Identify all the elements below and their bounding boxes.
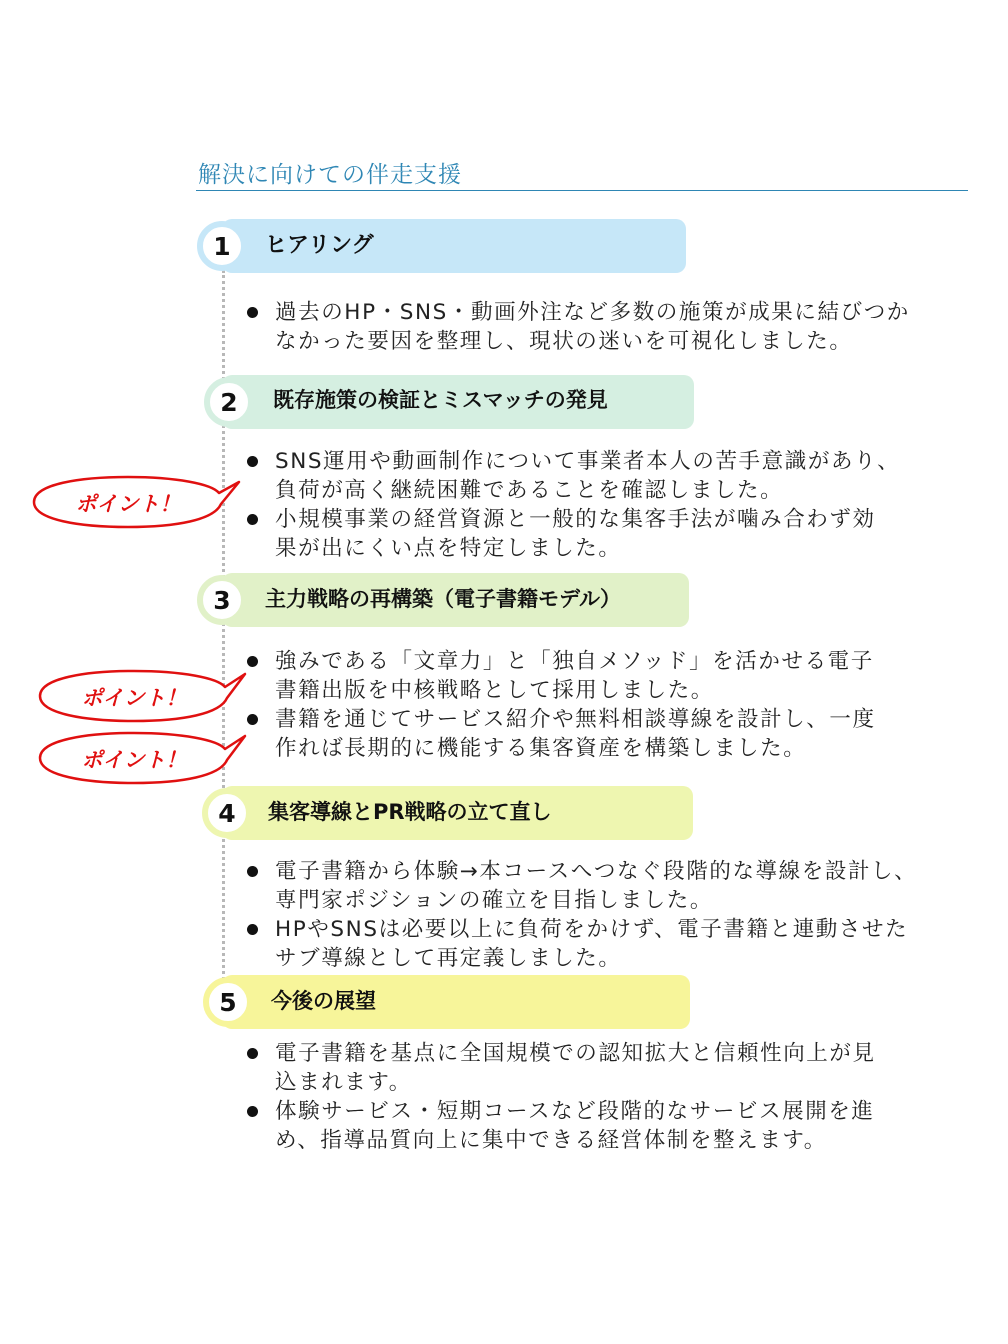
step-4-title: 集客導線とPR戦略の立て直し xyxy=(268,800,552,824)
bullet-line: 過去のHP・SNS・動画外注など多数の施策が成果に結びつか xyxy=(275,300,910,325)
bullet-line: 電子書籍を基点に全国規模での認知拡大と信頼性向上が見 xyxy=(275,1041,876,1066)
speech-bubble-icon xyxy=(36,730,248,786)
step-5-number-badge: 5 xyxy=(203,977,253,1027)
bullet-item xyxy=(245,857,917,915)
bullet-dot-icon xyxy=(247,714,258,725)
step-5-title: 今後の展望 xyxy=(271,989,376,1013)
bullet-item xyxy=(245,1039,876,1097)
step-3-bullets xyxy=(245,647,876,763)
bullet-item xyxy=(245,915,917,973)
bullet-line: 作れば長期的に機能する集客資産を構築しました。 xyxy=(275,736,807,761)
step-5-bullets xyxy=(245,1039,876,1155)
point-label: ポイント！ xyxy=(81,687,187,710)
speech-bubble-icon xyxy=(30,474,242,530)
point-label: ポイント！ xyxy=(81,749,187,772)
bullet-dot-icon xyxy=(247,656,258,667)
step-1-title: ヒアリング xyxy=(265,233,374,258)
step-4-number-badge: 4 xyxy=(202,788,252,838)
bullet-line: なかった要因を整理し、現状の迷いを可視化しました。 xyxy=(275,329,853,354)
title-underline xyxy=(196,190,968,191)
bullet-dot-icon xyxy=(247,866,258,877)
bullet-dot-icon xyxy=(247,456,258,467)
bullet-line: 果が出にくい点を特定しました。 xyxy=(275,536,622,561)
step-2-number-badge: 2 xyxy=(204,377,254,427)
step-2-title: 既存施策の検証とミスマッチの発見 xyxy=(273,388,608,412)
bullet-item xyxy=(245,447,900,505)
step-2-bullets xyxy=(245,447,900,563)
point-callout xyxy=(36,668,248,724)
step-3-title: 主力戦略の再構築（電子書籍モデル） xyxy=(265,587,621,611)
bullet-line: 体験サービス・短期コースなど段階的なサービス展開を進 xyxy=(275,1099,875,1124)
step-1-bullets xyxy=(245,298,910,356)
bullet-item xyxy=(245,647,876,705)
step-3-number-badge: 3 xyxy=(197,575,247,625)
section-title: 解決に向けての伴走支援 xyxy=(198,162,462,188)
bullet-line: 強みである「文章力」と「独自メソッド」を活かせる電子 xyxy=(275,649,874,674)
bullet-line: 書籍を通じてサービス紹介や無料相談導線を設計し、一度 xyxy=(275,707,876,732)
bullet-line: 書籍出版を中核戦略として採用しました。 xyxy=(275,678,714,703)
bullet-dot-icon xyxy=(247,514,258,525)
bullet-line: 負荷が高く継続困難であることを確認しました。 xyxy=(275,478,784,503)
point-callout xyxy=(36,730,248,786)
bullet-dot-icon xyxy=(247,1048,258,1059)
bullet-line: 込まれます。 xyxy=(275,1070,412,1095)
bullet-line: 電子書籍から体験→本コースへつなぐ段階的な導線を設計し、 xyxy=(275,859,918,884)
point-callout xyxy=(30,474,242,530)
step-1-number-badge: 1 xyxy=(197,221,247,271)
bullet-dot-icon xyxy=(247,307,258,318)
bullet-item xyxy=(245,705,876,763)
bullet-item xyxy=(245,505,900,563)
step-4-bullets xyxy=(245,857,917,973)
bullet-line: HPやSNSは必要以上に負荷をかけず、電子書籍と連動させた xyxy=(275,917,909,942)
speech-bubble-icon xyxy=(36,668,248,724)
bullet-item xyxy=(245,298,910,356)
bullet-line: 専門家ポジションの確立を目指しました。 xyxy=(275,888,713,913)
bullet-dot-icon xyxy=(247,1106,258,1117)
bullet-line: サブ導線として再定義しました。 xyxy=(275,946,622,971)
point-label: ポイント！ xyxy=(75,493,181,516)
bullet-line: 小規模事業の経営資源と一般的な集客手法が噛み合わず効 xyxy=(275,507,876,532)
bullet-item xyxy=(245,1097,876,1155)
bullet-dot-icon xyxy=(247,924,258,935)
bullet-line: め、指導品質向上に集中できる経営体制を整えます。 xyxy=(275,1128,827,1153)
bullet-line: SNS運用や動画制作について事業者本人の苦手意識があり、 xyxy=(275,449,901,474)
